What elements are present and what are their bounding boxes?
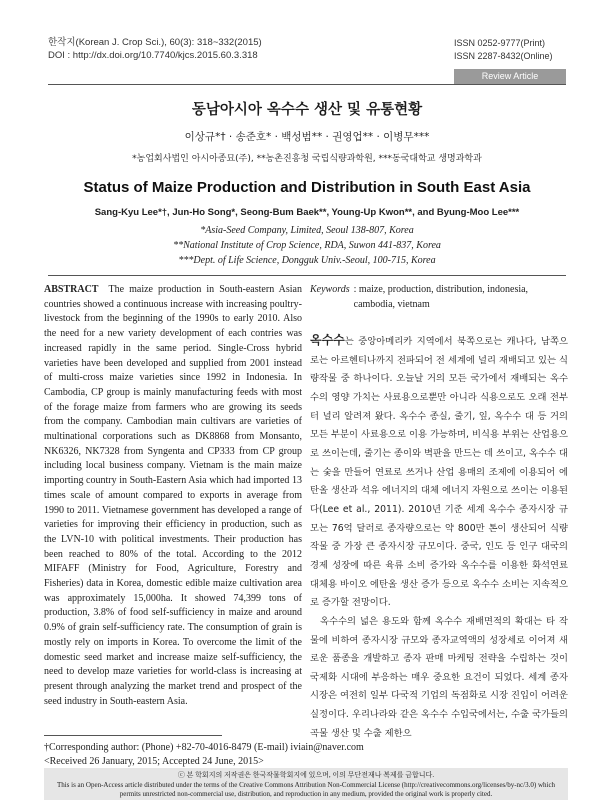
keywords-label: Keywords [310,284,350,295]
abstract-text: The maize production in South-eastern Asian countries showed a continuous increase with increasing poultry-livestock from the beginning of the 1990s to early 2010. Also the need for a new variety development of each contries was increased rapidly in the same period. Single-Cross hybrid varieties have been developed and supplied from 2001 instead of multi-cross maize varieties since 1992 in Indonesia. In Cambodia, CP group is mainly manufacturing feeds with most of the forage maize from farmers who are growing its seeds from the company. Cambodian main cultivars are varieties of multinational corporations such as DK8868 from Monsanto, NK6326, NK7328 from Syngenta and CP333 from CP group including local business company. Vietnam is the main maize importing country in South-Eastern Asia which had imported 13 times scale of amount compared to exports in average from 1990 to 2011. Vietnamese government has developed a range of varieties for improving their efficiency in production, such as the LVN-10 with political investments. Their production has been reached to 80% of the total. According to the 2012 MIFAFF (Ministry for Food, Agriculture, Forestry and Fisheries) data in Korea, domestic edible maize cultivation area was approximately 15,000ha. It showed 74,399 tons of production, 3.8% of food self-sufficiency in maize and around 0.9% of grain self-sufficiency rate. The consumption of grain is mostly rely on imports in Korea. To overcome the limit of the domestic seed market and increase maize self-sufficiency, the need to develop maze varieties for world-class is increasing at present through analyzing the market trend and prospect of the seed industry in South-eastern Asia. [44,284,303,707]
received-accepted: <Received 26 January, 2015; Accepted 24 June, 2015> [44,756,264,767]
korean-affiliations: *농업회사법인 아시아종묘(주), **농촌진흥청 국립식량과학원, ***동국대학교 생명과학과 [132,154,482,164]
body-paragraph-2: 옥수수의 넓은 용도와 함께 옥수수 재배면적의 확대는 타 작물에 비하여 종자시장 규모와 종자교역액의 성장세로 이어져 새로운 품종을 개발하고 종자 판매 마케팅 전략을 수립하는 것이 국제화 시대에 부응하는 매우 중요한 요건이 되었다. 세계 종자 시장은 여전히 일부 다국적 기업의 독점화로 시장 진입이 어려운 실정이다. 우리나라와 같은 옥수수 수입국에서는, 수출 국가들의 곡물 생산 및 수출 제한으 [310,615,568,739]
issn-print: ISSN 0252-9777(Print) [454,38,546,48]
korean-authors: 이상규*† · 송준호* · 백성범** · 권영업** · 이병무*** [184,131,430,143]
english-title: Status of Maize Production and Distribution in South East Asia [83,179,531,196]
license-line-1: This is an Open-Access article distributed under the terms of the Creative Commons Attribution Non-Commercial License (http://creativecommons.org/licenses/by-nc/3.0) which [56,781,556,789]
license-line-2: permits unrestricted non-commercial use, distribution, and reproduction in any medium, provided the original work is properly cited. [119,790,493,798]
korean-title: 동남아시아 옥수수 생산 및 유통현황 [191,102,423,118]
title-rule [48,275,566,276]
affiliation-3: ***Dept. of Life Science, Dongguk Univ.-Seoul, 100-715, Korea [178,255,436,266]
article-type-badge: Review Article [454,69,566,84]
keywords-text: : maize, production, distribution, indonesia, cambodia, vietnam [353,284,529,310]
english-authors: Sang-Kyu Lee*†, Jun-Ho Song*, Seong-Bum Baek**, Young-Up Kwon**, and Byung-Moo Lee*** [94,207,520,218]
footnote [44,741,364,769]
body-paragraph-1 [310,331,568,613]
abstract [44,283,302,709]
header-rule [48,84,566,85]
keywords [310,283,568,312]
affiliation-1: *Asia-Seed Company, Limited, Seoul 138-807, Korea [200,225,414,236]
journal-header [48,36,262,62]
issn-online: ISSN 2287-8432(Online) [454,51,553,61]
body-paragraph-1-text: 는 중앙아메리카 지역에서 북쪽으로는 캐나다, 남쪽으로는 아르헨티나까지 전파되어 전 세계에 널리 재배되고 있는 식량작물 중 하나이다. 오늘날 거의 모든 국가에서 재배되는 옥수수의 영양 가치는 사료용으로뿐만 아니라 식용으로도 오래 전부터 널리 알려져 왔다. 옥수수 종실, 줄기, 잎, 옥수수 대 등 거의 모든 부분이 사료용으로 이용 가능하며, 비식용 부위는 산업용으로 쓰이는데, 줄기는 종이와 벽판을 만드는 데 쓰이고, 옥수수 대는 숯을 만들어 연료로 쓰거나 산업 용매의 조제에 이용되어 에탄올 생산과 석유 에너지의 대체 에너지 자원으로 쓰이는 이용된다(Lee et al., 2011). 2010년 기준 세계 옥수수 종자시장 규모는 76억 달러로 종자량으로는 약 800만 톤이 생산되어 식량작물 중 가장 큰 종자시장 규모이다. 중국, 인도 등 인구 대국의 경제 성장에 따른 육류 소비 증가와 옥수수를 이용한 화석연료 대체용 바이오 에탄올 생산 증가 등으로 옥수수 소비는 지속적으로 증가할 전망이다. [310,336,568,609]
abstract-label: ABSTRACT [44,284,99,295]
english-affiliations [48,223,566,268]
corresponding-author: †Corresponding author: (Phone) +82-70-4016-8479 (E-mail) iviain@naver.com [44,742,364,753]
affiliation-2: **National Institute of Crop Science, RDA, Suwon 441-837, Korea [173,240,441,251]
korean-body [310,331,568,743]
footnote-rule [44,735,222,736]
copyright-korean: ⓒ 본 학회지의 저작권은 한국작물학회지에 있으며, 이의 무단전재나 복제를 금합니다. [177,771,435,779]
issn-block [454,37,553,63]
doi-link[interactable]: DOI : http://dx.doi.org/10.7740/kjcs.2015.60.3.318 [48,50,258,61]
journal-citation: 한작지(Korean J. Crop Sci.), 60(3): 318~332(2015) [48,37,262,48]
body-lead-word: 옥수수 [310,333,345,347]
